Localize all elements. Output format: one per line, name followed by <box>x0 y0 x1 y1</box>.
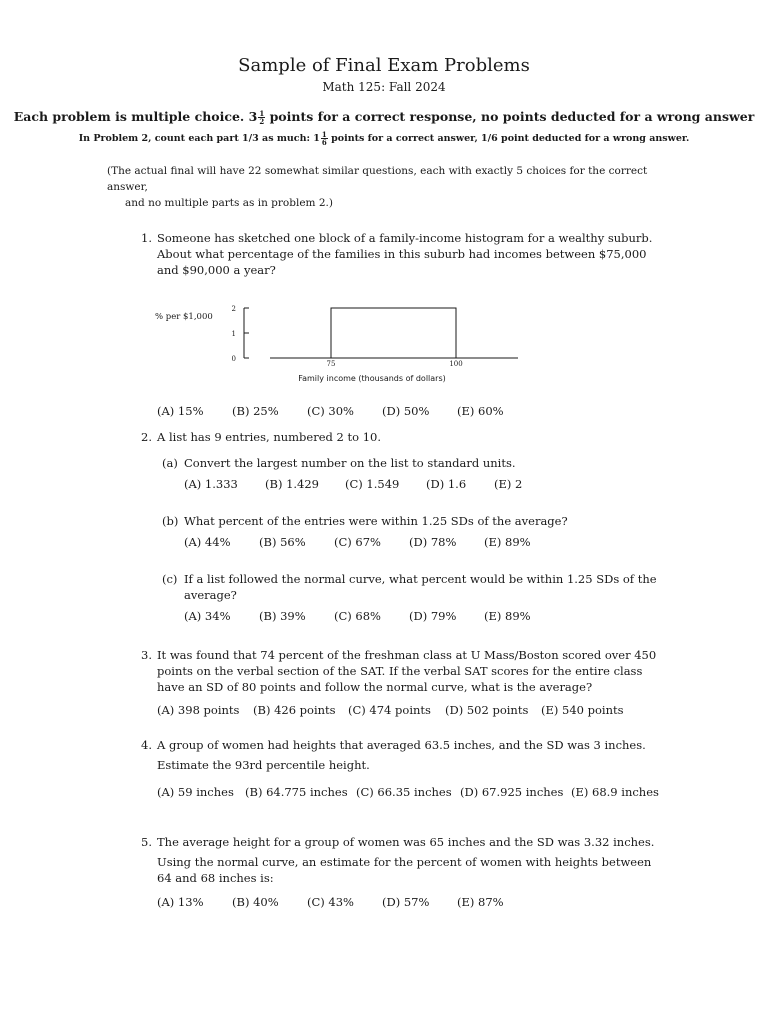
choice[interactable]: (A) 34% <box>184 609 231 623</box>
choice[interactable]: (C) 68% <box>334 609 381 623</box>
problem-2: 2. A list has 9 entries, numbered 2 to 10. <box>141 430 381 444</box>
histogram-block <box>331 308 456 358</box>
choice[interactable]: (D) 67.925 inches <box>460 785 564 799</box>
choice[interactable]: (B) 40% <box>232 895 279 909</box>
page-title: Sample of Final Exam Problems <box>238 55 530 76</box>
choice[interactable]: (A) 13% <box>157 895 204 909</box>
y-tick-label: 1 <box>231 330 236 338</box>
choice[interactable]: (C) 474 points <box>348 703 431 717</box>
income-histogram <box>225 300 525 390</box>
choice[interactable]: (E) 2 <box>494 477 523 491</box>
choice[interactable]: (C) 1.549 <box>345 477 400 491</box>
choice[interactable]: (E) 68.9 inches <box>571 785 659 799</box>
choice[interactable]: (A) 15% <box>157 404 204 418</box>
problem-4: 4. A group of women had heights that averaged 63.5 inches, and the SD was 3 inches. Estimate the 93rd percentile height. <box>141 738 646 772</box>
problem-5: 5. The average height for a group of women was 65 inches and the SD was 3.32 inches. Using the normal curve, an estimate for the percent of women with heights between 64 and 68 inches is: <box>141 835 655 885</box>
choice[interactable]: (C) 30% <box>307 404 354 418</box>
final-exam-note: (The actual final will have 22 somewhat similar questions, each with exactly 5 choices for the correct answer, and no multiple parts as in problem 2.) <box>107 165 648 209</box>
choice[interactable]: (B) 426 points <box>253 703 336 717</box>
choice[interactable]: (D) 50% <box>382 404 430 418</box>
choice[interactable]: (E) 89% <box>484 535 531 549</box>
choice[interactable]: (C) 43% <box>307 895 354 909</box>
choice[interactable]: (D) 502 points <box>445 703 529 717</box>
histogram-x-label: Family income (thousands of dollars) <box>298 374 446 383</box>
problem-3: 3. It was found that 74 percent of the freshman class at U Mass/Boston scored over 450 points on the verbal section of the SAT. If the verbal SAT scores for the entire class have an SD of 80 points and follow the normal curve, what is the average? <box>141 648 657 694</box>
problem-1: 1. Someone has sketched one block of a family-income histogram for a wealthy suburb. About what percentage of the families in this suburb had incomes between $75,000 and $90,000 a year? <box>141 231 653 277</box>
choice[interactable]: (E) 89% <box>484 609 531 623</box>
problem-2a-choices <box>184 477 522 491</box>
choice[interactable]: (D) 78% <box>409 535 457 549</box>
problem-3-choices <box>157 703 624 717</box>
choice[interactable]: (B) 1.429 <box>265 477 320 491</box>
x-tick-label: 100 <box>449 360 463 368</box>
course-subtitle: Math 125: Fall 2024 <box>322 80 446 94</box>
histogram-y-label: % per $1,000 <box>155 312 213 322</box>
choice[interactable]: (A) 59 inches <box>157 785 234 799</box>
choice[interactable]: (D) 79% <box>409 609 457 623</box>
problem-2c: (c) If a list followed the normal curve, what percent would be within 1.25 SDs of the average? <box>162 572 657 602</box>
choice[interactable]: (A) 44% <box>184 535 231 549</box>
choice[interactable]: (E) 540 points <box>541 703 624 717</box>
problem-2b: (b) What percent of the entries were within 1.25 SDs of the average? <box>162 514 568 528</box>
problem-2c-choices <box>184 609 531 623</box>
problem-5-choices <box>157 895 504 909</box>
y-tick-label: 2 <box>231 305 236 313</box>
choice[interactable]: (D) 1.6 <box>426 477 467 491</box>
problem-2b-choices <box>184 535 531 549</box>
choice[interactable]: (B) 25% <box>232 404 279 418</box>
choice[interactable]: (B) 39% <box>259 609 306 623</box>
fraction: $\frac{1}{2}$ <box>259 109 265 126</box>
choice[interactable]: (B) 64.775 inches <box>245 785 348 799</box>
problem-4-choices <box>157 785 659 799</box>
choice[interactable]: (B) 56% <box>259 535 306 549</box>
choice[interactable]: (A) 1.333 <box>184 477 238 491</box>
problem-2-instruction: In Problem 2, count each part 1/3 as much: 1 $\frac{1}{6}$ points for a correct answer, 1/6 point deducted for a wrong answer. <box>78 130 690 147</box>
fraction: $\frac{1}{6}$ <box>321 130 327 147</box>
choice[interactable]: (A) 398 points <box>157 703 240 717</box>
problem-2a: (a) Convert the largest number on the list to standard units. <box>162 456 516 470</box>
choice[interactable]: (C) 67% <box>334 535 381 549</box>
choice[interactable]: (C) 66.35 inches <box>356 785 452 799</box>
y-tick-label: 0 <box>231 355 236 363</box>
problem-1-choices <box>157 404 504 418</box>
choice[interactable]: (E) 60% <box>457 404 504 418</box>
choice[interactable]: (E) 87% <box>457 895 504 909</box>
x-tick-label: 75 <box>326 360 336 368</box>
scoring-instruction: Each problem is multiple choice. 3 $\frac{1}{2}$ points for a correct response, no points deducted for a wrong answer <box>13 109 755 126</box>
choice[interactable]: (D) 57% <box>382 895 430 909</box>
